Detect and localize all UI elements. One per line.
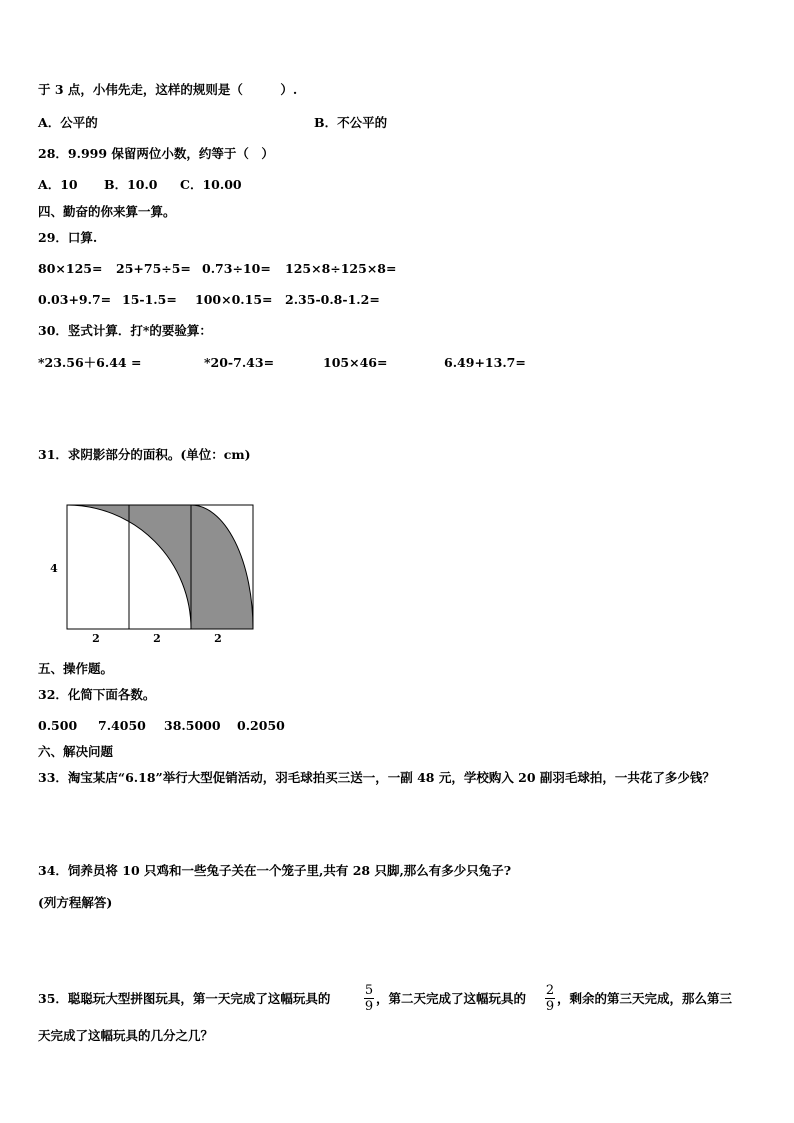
q35-fraction-2 [543,983,557,1014]
fraction-denominator: 9 [364,999,374,1014]
q35-line2: 天完成了这幅玩具的几分之几？ [38,1028,214,1043]
q28-option-c: C．10.00 [180,177,242,192]
q30-item: 105×46= [323,355,388,370]
fraction-denominator: 9 [545,999,555,1014]
q27-continuation: 于 3 点，小伟先走，这样的规则是（ ）. [38,82,298,97]
q28-question: 28．9.999 保留两位小数，约等于（ ） [38,146,274,161]
q29-row2-item: 0.03+9.7= [38,292,112,307]
section-5-heading: 五、操作题。 [38,661,114,676]
q28-option-b: B．10.0 [104,177,158,192]
q30-item: *20-7.43= [204,355,275,370]
q32-number: 38.5000 [164,718,221,733]
q32-title: 32．化简下面各数。 [38,687,156,702]
q31-shaded-area-figure [40,495,270,655]
fraction-numerator: 2 [545,983,555,998]
q29-row1-item: 125×8÷125×8= [285,261,397,276]
section-6-heading: 六、解决问题 [38,744,114,759]
q32-number: 7.4050 [98,718,146,733]
fraction-numerator: 5 [364,983,374,998]
q29-row2-item: 2.35-0.8-1.2= [285,292,380,307]
q35-text-part1: 35．聪聪玩大型拼图玩具，第一天完成了这幅玩具的 [38,991,331,1006]
q29-row1-item: 0.73÷10= [202,261,271,276]
q34-text: 34．饲养员将 10 只鸡和一些兔子关在一个笼子里,共有 28 只脚,那么有多少只兔子? [38,863,512,878]
q29-row2-item: 15-1.5= [122,292,177,307]
q27-option-a: A．公平的 [38,115,98,130]
q29-row1-item: 80×125= [38,261,103,276]
q32-number: 0.500 [38,718,78,733]
q28-option-a: A．10 [38,177,78,192]
q35-fraction-1 [362,983,376,1014]
q29-row1-item: 25+75÷5= [116,261,191,276]
q33-text: 33．淘宝某店“6.18”举行大型促销活动，羽毛球拍买三送一，一副 48 元，学校购入 20 副羽毛球拍，一共花了多少钱？ [38,770,715,785]
q29-title: 29．口算. [38,230,98,245]
q30-title: 30．竖式计算．打*的要验算： [38,323,212,338]
width-label: 2 [153,632,161,645]
q31-title: 31．求阴影部分的面积。(单位：cm) [38,447,251,462]
section-4-heading: 四、勤奋的你来算一算。 [38,204,176,219]
q34-note: (列方程解答) [38,895,113,910]
q35-text-part3: ，剩余的第三天完成，那么第三 [557,991,733,1006]
q30-item: 6.49+13.7= [444,355,526,370]
q30-item: *23.56＋6.44 = [38,355,142,370]
q27-option-b: B．不公平的 [314,115,388,130]
q35-text-part2: ，第二天完成了这幅玩具的 [376,991,527,1006]
width-label: 2 [214,632,222,645]
width-label: 2 [92,632,100,645]
q29-row2-item: 100×0.15= [195,292,273,307]
q32-number: 0.2050 [237,718,285,733]
height-label: 4 [50,562,58,575]
